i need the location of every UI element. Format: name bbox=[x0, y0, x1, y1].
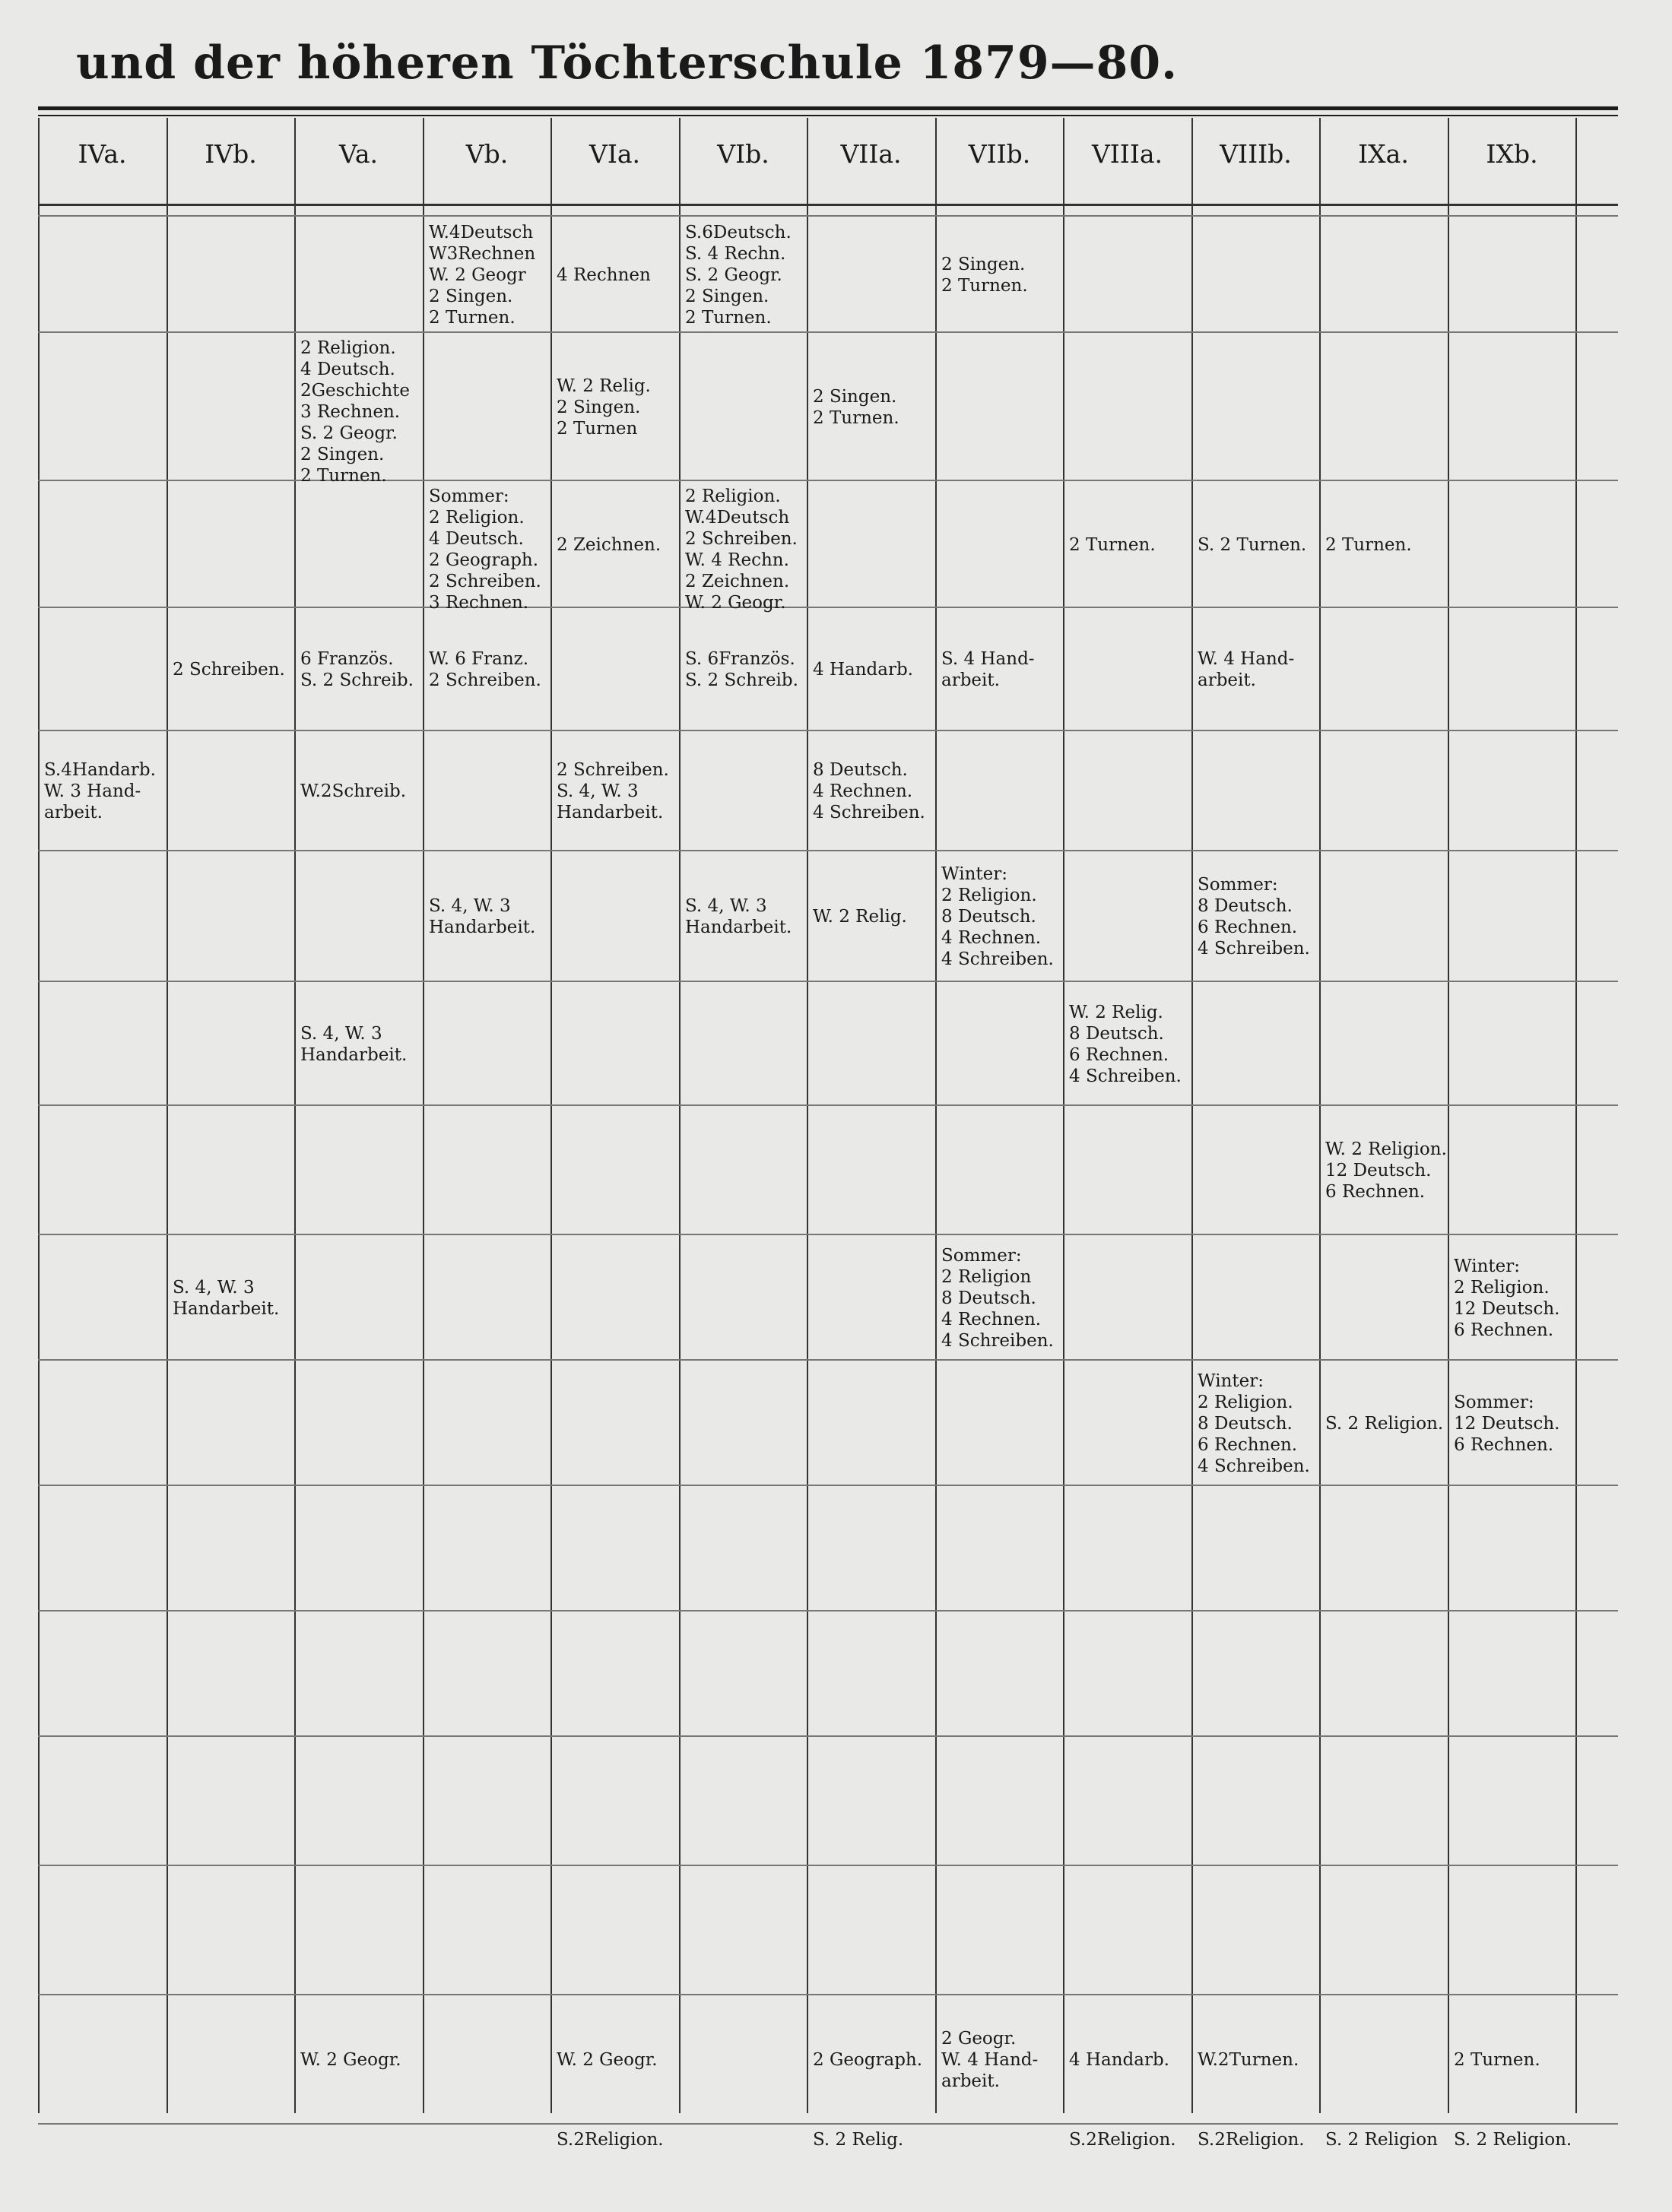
cell-line: 2 Religion. bbox=[429, 508, 525, 528]
cell-line: 8 Deutsch. bbox=[941, 1288, 1036, 1308]
cell-line: W. 3 Hand- bbox=[44, 781, 141, 801]
cell-line: 4 Handarb. bbox=[813, 660, 913, 680]
title-rule-thin bbox=[38, 115, 1618, 116]
column-header: VIIIa. bbox=[1091, 139, 1163, 169]
table-cell bbox=[1449, 1256, 1576, 1341]
cell-line: 4 Schreiben. bbox=[1198, 939, 1310, 959]
table-cell bbox=[296, 1023, 423, 1066]
cell-line: W. 2 Relig. bbox=[557, 376, 651, 396]
cell-line: 6 Rechnen. bbox=[1325, 1182, 1426, 1202]
table-cell bbox=[424, 895, 551, 938]
cell-line: 4 Schreiben. bbox=[813, 803, 925, 822]
cell-line: 2 Singen. bbox=[557, 398, 641, 417]
column-header: VIIIb. bbox=[1220, 139, 1292, 169]
cell-line: 2 Geogr. bbox=[941, 2029, 1017, 2049]
cell-line: 2 Turnen. bbox=[1325, 535, 1412, 555]
cell-line: S.4Handarb. bbox=[44, 760, 156, 780]
row-divider bbox=[38, 1359, 1618, 1361]
cell-line: S. 2 Religion bbox=[1325, 2130, 1438, 2150]
cell-line: S.2Religion. bbox=[1069, 2130, 1176, 2150]
table-cell bbox=[424, 222, 551, 328]
row-divider bbox=[38, 1994, 1618, 1995]
cell-line: S. 4, W. 3 bbox=[685, 896, 767, 916]
cell-line: W.2Schreib. bbox=[300, 781, 407, 801]
cell-line: 6 Rechnen. bbox=[1198, 917, 1298, 937]
cell-line: W. 6 Franz. bbox=[429, 649, 529, 669]
table-cell bbox=[1193, 534, 1320, 556]
cell-line: 2 Religion bbox=[941, 1267, 1032, 1287]
cell-line: 4 Schreiben. bbox=[1069, 1066, 1182, 1086]
cell-line: 6 Französ. bbox=[300, 649, 394, 669]
cell-line: 2 Schreiben. bbox=[429, 572, 541, 591]
cell-line: 2 Zeichnen. bbox=[685, 572, 790, 591]
cell-line: 4 Schreiben. bbox=[941, 1331, 1054, 1351]
cell-line: S. 2 Geogr. bbox=[685, 265, 782, 285]
row-divider bbox=[38, 1104, 1618, 1106]
table-cell bbox=[1064, 534, 1191, 556]
table-cell bbox=[681, 648, 807, 691]
cell-line: S. 2 Turnen. bbox=[1198, 535, 1307, 555]
cell-line: 2 Singen. bbox=[685, 287, 769, 306]
row-divider bbox=[38, 607, 1618, 608]
cell-line: 2 Singen. bbox=[300, 445, 385, 464]
cell-line: 2 Turnen. bbox=[813, 408, 899, 428]
cell-line: Winter: bbox=[941, 864, 1008, 884]
cell-line: W. 2 Geogr. bbox=[300, 2050, 401, 2070]
cell-line: 2 Turnen. bbox=[300, 466, 387, 486]
table-cell bbox=[1193, 1371, 1320, 1477]
column-divider bbox=[1319, 118, 1321, 2113]
column-header: IXa. bbox=[1358, 139, 1409, 169]
row-divider bbox=[38, 1234, 1618, 1235]
cell-line: Sommer: bbox=[941, 1246, 1022, 1266]
cell-line: 2 Zeichnen. bbox=[557, 535, 662, 555]
cell-line: 2 Turnen. bbox=[685, 308, 772, 328]
row-divider bbox=[38, 1485, 1618, 1486]
cell-line: 4 Schreiben. bbox=[1198, 1456, 1310, 1476]
title-rule bbox=[38, 106, 1618, 110]
cell-line: Handarbeit. bbox=[300, 1045, 408, 1065]
cell-line: W. 4 Rechn. bbox=[685, 550, 789, 570]
table-cell bbox=[552, 376, 679, 439]
cell-line: S. 4 Hand- bbox=[941, 649, 1035, 669]
row-divider bbox=[38, 1865, 1618, 1866]
cell-line: W. 2 Relig. bbox=[813, 907, 907, 927]
cell-line: S. 2 Relig. bbox=[813, 2130, 904, 2150]
row-divider bbox=[38, 850, 1618, 851]
table-cell bbox=[296, 648, 423, 691]
cell-line: 2 Schreiben. bbox=[685, 529, 798, 549]
cell-line: W3Rechnen bbox=[429, 244, 536, 264]
row-divider bbox=[38, 981, 1618, 982]
column-divider bbox=[167, 118, 168, 2113]
cell-line: 8 Deutsch. bbox=[941, 907, 1036, 927]
table-cell bbox=[1449, 2049, 1576, 2071]
row-divider bbox=[38, 215, 1618, 217]
column-divider bbox=[935, 118, 937, 2113]
cell-line: W. 2 Relig. bbox=[1069, 1003, 1163, 1022]
cell-line: 4 Rechnen. bbox=[813, 781, 913, 801]
column-divider bbox=[1448, 118, 1449, 2113]
table-cell bbox=[552, 265, 679, 286]
cell-line: S. 2 Geogr. bbox=[300, 423, 398, 443]
column-divider bbox=[1575, 118, 1577, 2113]
column-divider bbox=[423, 118, 424, 2113]
table-cell bbox=[1449, 1392, 1576, 1456]
table-cell bbox=[296, 338, 423, 486]
cell-line: 8 Deutsch. bbox=[1069, 1024, 1164, 1044]
cell-line: W. 4 Hand- bbox=[1198, 649, 1295, 669]
cell-line: arbeit. bbox=[941, 670, 1000, 690]
cell-line: 4 Rechnen bbox=[557, 265, 651, 285]
cell-line: 2 Religion. bbox=[1198, 1393, 1293, 1412]
column-divider bbox=[1191, 118, 1193, 2113]
cell-line: 6 Rechnen. bbox=[1454, 1320, 1554, 1340]
cell-line: 6 Rechnen. bbox=[1454, 1435, 1554, 1455]
table-cell bbox=[681, 222, 807, 328]
cell-line: 2 Geograph. bbox=[813, 2050, 923, 2070]
column-header: VIa. bbox=[589, 139, 641, 169]
table-cell bbox=[1064, 2049, 1191, 2071]
cell-line: 2 Schreiben. bbox=[557, 760, 669, 780]
cell-line: Sommer: bbox=[1198, 875, 1278, 895]
column-divider bbox=[1063, 118, 1064, 2113]
cell-line: 8 Deutsch. bbox=[1198, 896, 1293, 916]
table-cell bbox=[552, 2049, 679, 2071]
row-divider bbox=[38, 1735, 1618, 1737]
table-cell bbox=[937, 648, 1064, 691]
page-title: und der höheren Töchterschule 1879—80. bbox=[76, 36, 1179, 90]
cell-line: S.2Religion. bbox=[1198, 2130, 1305, 2150]
row-divider bbox=[38, 480, 1618, 481]
column-header: IVb. bbox=[205, 139, 257, 169]
cell-line: S. 2 Schreib. bbox=[685, 670, 798, 690]
table-cell bbox=[1193, 2129, 1320, 2150]
cell-line: arbeit. bbox=[941, 2071, 1000, 2091]
column-divider bbox=[38, 118, 40, 2113]
table-cell bbox=[1064, 1002, 1191, 1087]
header-divider bbox=[38, 204, 1618, 206]
cell-line: 4 Rechnen. bbox=[941, 928, 1042, 948]
cell-line: S. 2 Schreib. bbox=[300, 670, 414, 690]
cell-line: 12 Deutsch. bbox=[1454, 1414, 1560, 1434]
cell-line: 4 Deutsch. bbox=[429, 529, 524, 549]
table-cell bbox=[1321, 534, 1448, 556]
table-cell bbox=[424, 486, 551, 613]
cell-line: S. 4, W. 3 bbox=[173, 1278, 255, 1298]
table-cell bbox=[937, 1245, 1064, 1352]
row-divider bbox=[38, 730, 1618, 731]
cell-line: 2 Turnen. bbox=[429, 308, 516, 328]
table-cell bbox=[808, 386, 935, 429]
cell-line: Handarbeit. bbox=[429, 917, 536, 937]
table-cell bbox=[808, 659, 935, 680]
cell-line: S. 4 Rechn. bbox=[685, 244, 786, 264]
column-divider bbox=[679, 118, 681, 2113]
cell-line: 12 Deutsch. bbox=[1454, 1299, 1560, 1319]
cell-line: W. 2 Geogr. bbox=[557, 2050, 658, 2070]
table-cell bbox=[681, 486, 807, 613]
cell-line: 6 Rechnen. bbox=[1069, 1045, 1169, 1065]
cell-line: W. 2 Geogr bbox=[429, 265, 526, 285]
table-cell bbox=[40, 759, 167, 823]
cell-line: 2 Religion. bbox=[1454, 1278, 1550, 1298]
table-cell bbox=[296, 781, 423, 802]
cell-line: 2 Turnen bbox=[557, 419, 638, 439]
cell-line: 4 Rechnen. bbox=[941, 1310, 1042, 1329]
cell-line: 2 Turnen. bbox=[941, 276, 1028, 296]
cell-line: Handarbeit. bbox=[685, 917, 792, 937]
table-cell bbox=[808, 906, 935, 927]
table-cell bbox=[937, 254, 1064, 296]
cell-line: S. 2 Religion. bbox=[1325, 1414, 1444, 1434]
table-cell bbox=[937, 2028, 1064, 2092]
cell-line: Handarbeit. bbox=[557, 803, 664, 822]
cell-line: 2 Singen. bbox=[813, 387, 897, 407]
row-divider bbox=[38, 1610, 1618, 1611]
cell-line: 8 Deutsch. bbox=[1198, 1414, 1293, 1434]
table-cell bbox=[552, 2129, 679, 2150]
cell-line: 2 Schreiben. bbox=[173, 660, 285, 680]
cell-line: 6 Rechnen. bbox=[1198, 1435, 1298, 1455]
table-cell bbox=[552, 534, 679, 556]
table-cell bbox=[1321, 1139, 1448, 1203]
table-cell bbox=[296, 2049, 423, 2071]
cell-line: 4 Handarb. bbox=[1069, 2050, 1169, 2070]
table-cell bbox=[808, 2129, 935, 2150]
cell-line: W.4Deutsch bbox=[429, 223, 534, 242]
cell-line: S. 6Französ. bbox=[685, 649, 795, 669]
cell-line: S. 4, W. 3 bbox=[557, 781, 639, 801]
cell-line: 2 Singen. bbox=[429, 287, 513, 306]
cell-line: Winter: bbox=[1198, 1371, 1264, 1391]
cell-line: 12 Deutsch. bbox=[1325, 1161, 1432, 1180]
cell-line: arbeit. bbox=[44, 803, 103, 822]
cell-line: S. 2 Religion. bbox=[1454, 2130, 1572, 2150]
table-cell bbox=[1064, 2129, 1191, 2150]
cell-line: 2 Geograph. bbox=[429, 550, 539, 570]
table-cell bbox=[1193, 648, 1320, 691]
cell-line: W. 2 Religion. bbox=[1325, 1139, 1447, 1159]
cell-line: W.2Turnen. bbox=[1198, 2050, 1299, 2070]
row-divider bbox=[38, 331, 1618, 333]
cell-line: 4 Schreiben. bbox=[941, 949, 1054, 969]
column-header: VIIb. bbox=[968, 139, 1031, 169]
table-cell bbox=[168, 1277, 295, 1320]
cell-line: 3 Rechnen. bbox=[429, 593, 529, 613]
cell-line: 2 Turnen. bbox=[1454, 2050, 1540, 2070]
row-divider bbox=[38, 2123, 1618, 2125]
table-cell bbox=[1321, 2129, 1448, 2150]
cell-line: 4 Deutsch. bbox=[300, 360, 395, 379]
table-cell bbox=[1193, 2049, 1320, 2071]
table-cell bbox=[552, 759, 679, 823]
cell-line: W. 4 Hand- bbox=[941, 2050, 1039, 2070]
table-cell bbox=[1321, 1413, 1448, 1434]
cell-line: Winter: bbox=[1454, 1257, 1521, 1276]
table-cell bbox=[424, 648, 551, 691]
cell-line: 2 Turnen. bbox=[1069, 535, 1156, 555]
table-cell bbox=[1449, 2129, 1576, 2150]
column-header: IVa. bbox=[78, 139, 127, 169]
cell-line: W.4Deutsch bbox=[685, 508, 790, 528]
table-cell bbox=[937, 864, 1064, 970]
column-header: VIb. bbox=[717, 139, 769, 169]
cell-line: S.6Deutsch. bbox=[685, 223, 792, 242]
cell-line: S.2Religion. bbox=[557, 2130, 664, 2150]
cell-line: 2 Religion. bbox=[685, 486, 781, 506]
timetable bbox=[38, 118, 1618, 2150]
cell-line: S. 4, W. 3 bbox=[429, 896, 511, 916]
cell-line: 2 Religion. bbox=[300, 338, 396, 358]
table-cell bbox=[808, 2049, 935, 2071]
cell-line: 2 Singen. bbox=[941, 255, 1026, 274]
column-header: VIIa. bbox=[840, 139, 902, 169]
cell-line: Sommer: bbox=[429, 486, 509, 506]
column-header: Va. bbox=[339, 139, 378, 169]
column-header: Vb. bbox=[465, 139, 509, 169]
cell-line: W. 2 Geogr. bbox=[685, 593, 786, 613]
table-cell bbox=[808, 759, 935, 823]
cell-line: S. 4, W. 3 bbox=[300, 1024, 382, 1044]
cell-line: 8 Deutsch. bbox=[813, 760, 908, 780]
column-header: IXb. bbox=[1486, 139, 1538, 169]
cell-line: 2 Religion. bbox=[941, 886, 1037, 905]
table-cell bbox=[681, 895, 807, 938]
cell-line: 3 Rechnen. bbox=[300, 402, 401, 422]
table-cell bbox=[1193, 874, 1320, 959]
cell-line: 2 Schreiben. bbox=[429, 670, 541, 690]
cell-line: Sommer: bbox=[1454, 1393, 1534, 1412]
cell-line: Handarbeit. bbox=[173, 1299, 280, 1319]
cell-line: 2Geschichte bbox=[300, 381, 411, 401]
table-cell bbox=[168, 659, 295, 680]
cell-line: arbeit. bbox=[1198, 670, 1256, 690]
